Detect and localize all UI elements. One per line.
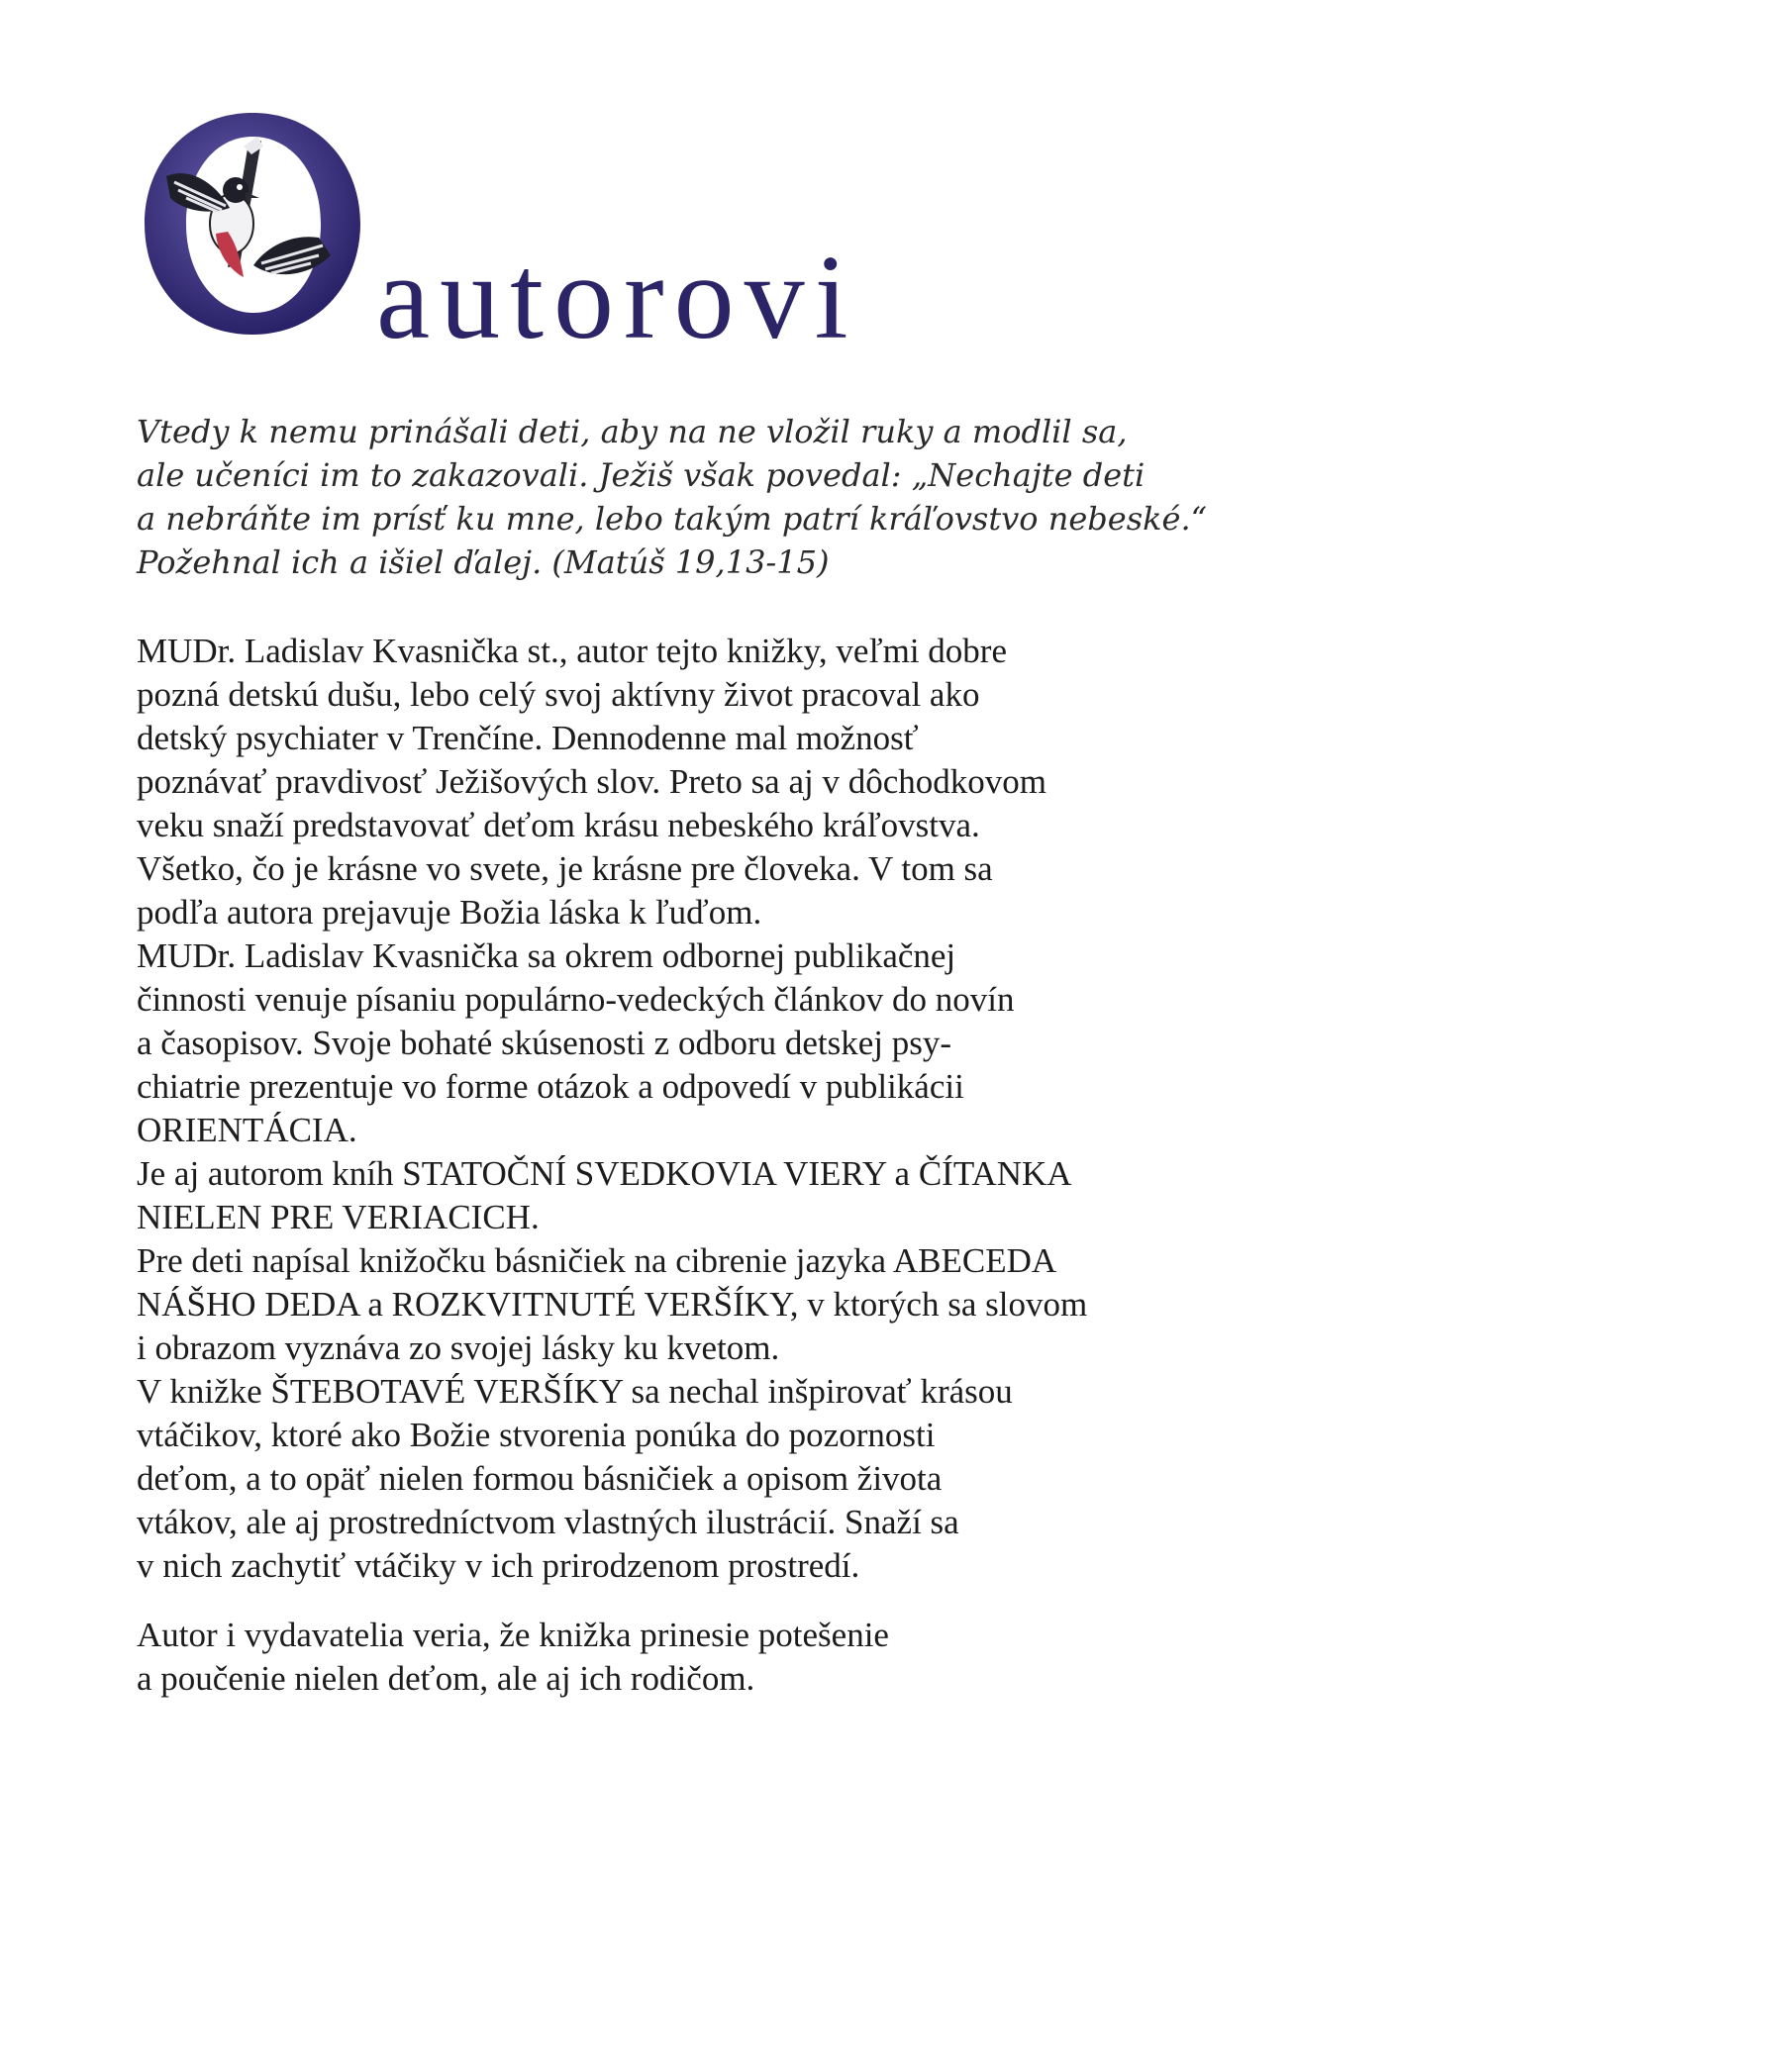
quote-line: Požehnal ich a išiel ďalej. (Matúš 19,13-15) xyxy=(137,543,830,581)
text-line: veku snaží predstavovať deťom krásu nebeského kráľovstva. xyxy=(137,806,980,844)
page-title: autorovi xyxy=(376,231,858,364)
text-line: a poučenie nielen deťom, ale aj ich rodičom. xyxy=(137,1659,755,1698)
text-line: MUDr. Ladislav Kvasnička st., autor tejto knižky, veľmi dobre xyxy=(137,632,1007,670)
text-line: detský psychiater v Trenčíne. Dennodenne mal možnosť xyxy=(137,719,919,757)
text-line: a časopisov. Svoje bohaté skúsenosti z odboru detskej psy- xyxy=(137,1024,952,1062)
quote-line: a nebráňte im prísť ku mne, lebo takým patrí kráľovstvo nebeské.“ xyxy=(137,500,1207,538)
text-line: NÁŠHO DEDA a ROZKVITNUTÉ VERŠÍKY, v ktorých sa slovom xyxy=(137,1285,1088,1324)
quote-line: Vtedy k nemu prinášali deti, aby na ne vložil ruky a modlil sa, xyxy=(137,413,1128,450)
text-line: činnosti venuje písaniu populárno-vedeckých článkov do novín xyxy=(137,980,1015,1019)
text-line: podľa autora prejavuje Božia láska k ľuďom. xyxy=(137,893,762,932)
text-line: deťom, a to opäť nielen formou básničiek a opisom života xyxy=(137,1459,943,1498)
text-line: Pre deti napísal knižočku básničiek na cibrenie jazyka ABECEDA xyxy=(137,1241,1057,1280)
closing-paragraph xyxy=(137,1614,1236,1701)
text-line: pozná detskú dušu, lebo celý svoj aktívny život pracoval ako xyxy=(137,675,980,714)
text-line: poznávať pravdivosť Ježišových slov. Preto sa aj v dôchodkovom xyxy=(137,762,1046,801)
author-biography xyxy=(137,630,1236,1588)
text-line: Všetko, čo je krásne vo svete, je krásne pre človeka. V tom sa xyxy=(137,849,993,888)
text-line: i obrazom vyznáva zo svojej lásky ku kvetom. xyxy=(137,1328,780,1367)
text-line: chiatrie prezentuje vo forme otázok a odpovedí v publikácii xyxy=(137,1067,964,1106)
bible-quote xyxy=(137,410,1226,584)
text-line: V knižke ŠTEBOTAVÉ VERŠÍKY sa nechal inšpirovať krásou xyxy=(137,1372,1013,1411)
text-line: v nich zachytiť vtáčiky v ich prirodzenom prostredí. xyxy=(137,1546,860,1585)
text-line: MUDr. Ladislav Kvasnička sa okrem odbornej publikačnej xyxy=(137,936,956,975)
decorated-initial xyxy=(137,107,369,340)
text-line: vtákov, ale aj prostredníctvom vlastných ilustrácií. Snaží sa xyxy=(137,1503,959,1541)
text-line: NIELEN PRE VERIACICH. xyxy=(137,1198,540,1236)
page-heading xyxy=(137,107,858,364)
text-line: Je aj autorom kníh STATOČNÍ SVEDKOVIA VIERY a ČÍTANKA xyxy=(137,1154,1072,1193)
bird-on-branch-icon xyxy=(137,107,369,340)
text-line: vtáčikov, ktoré ako Božie stvorenia ponúka do pozornosti xyxy=(137,1416,936,1454)
quote-line: ale učeníci im to zakazovali. Ježiš však povedal: „Nechajte deti xyxy=(137,456,1145,494)
text-line: Autor i vydavatelia veria, že knižka prinesie potešenie xyxy=(137,1616,889,1654)
text-line: ORIENTÁCIA. xyxy=(137,1111,357,1149)
